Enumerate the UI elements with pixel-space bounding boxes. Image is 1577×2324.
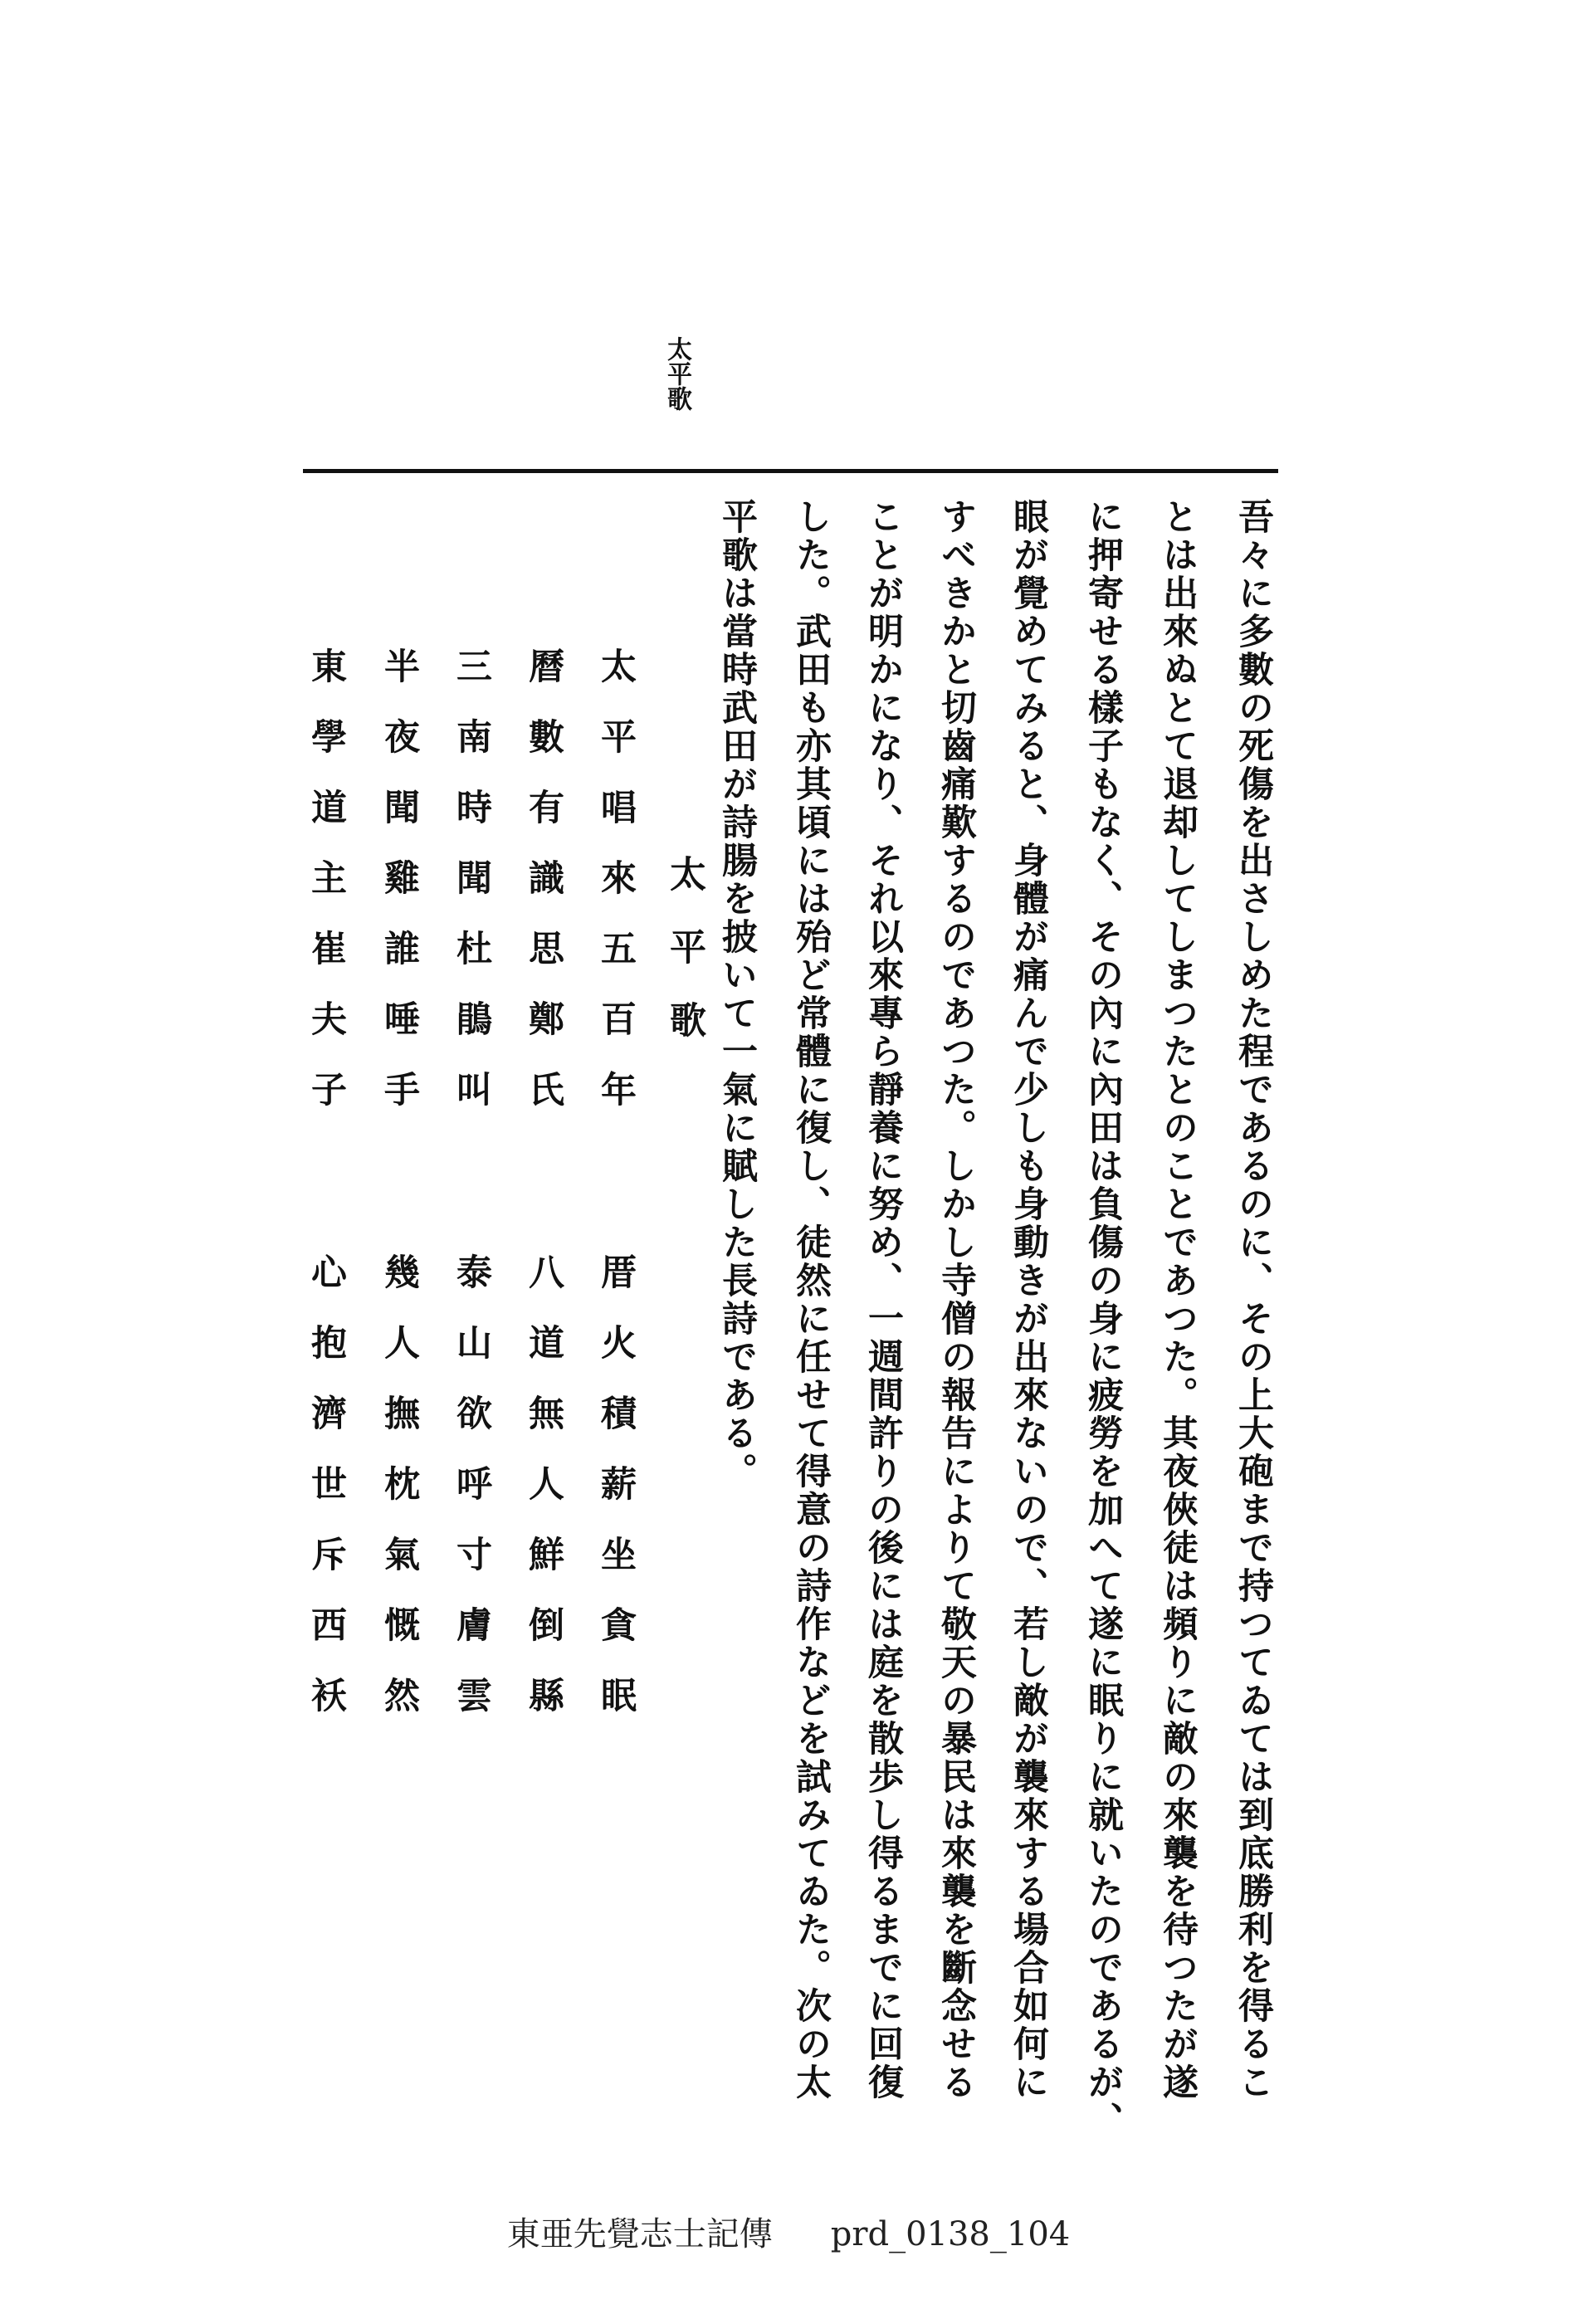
poem-line-upper: 曆數有識思鄭氏 <box>523 647 564 1141</box>
poem-title: 太平歌 <box>663 855 706 1074</box>
header-rule <box>303 469 1278 473</box>
page-footer <box>0 2208 1577 2255</box>
prose-column: ことが明かになり、それ以來專ら靜養に努め、一週間許りの後には庭を散歩し得るまでに回復 <box>862 498 904 2102</box>
poem-line-upper: 半夜聞雞誰唾手 <box>378 647 420 1141</box>
poem-line-lower: 厝火積薪坐貪眠 <box>595 1253 637 1747</box>
running-header: 太平歌 <box>662 336 691 411</box>
poem-line-lower: 八道無人鮮倒縣 <box>523 1253 564 1747</box>
prose-column: 吾々に多數の死傷を出さしめた程であるのに、その上大砲まで持つてゐては到底勝利を得るこ <box>1233 498 1274 2102</box>
poem-line-upper: 太平唱來五百年 <box>595 647 637 1141</box>
footer-book-title: 東亜先覺志士記傳 <box>506 2215 773 2253</box>
poem-line-lower: 幾人撫枕氣慨然 <box>378 1253 420 1747</box>
footer-page-id: prd_0138_104 <box>830 2215 1071 2253</box>
poem-line-upper: 三南時聞杜鵑叫 <box>451 647 492 1141</box>
poem-line-upper: 東學道主崔夫子 <box>305 647 347 1141</box>
poem-line-lower: 心抱濟世斥西袄 <box>305 1253 347 1747</box>
prose-column: とは出來ぬとて退却してしまつたとのことであつた。其夜俠徒は頻りに敵の來襲を待つたが遂 <box>1157 498 1199 2102</box>
prose-column: 眼が覺めてみると、身體が痛んで少しも身動きが出來ないので、若し敵が襲來する場合如何に <box>1008 498 1049 2102</box>
prose-column: 平歌は當時武田が詩腸を披いて一氣に賦した長詩である。 <box>716 498 758 1491</box>
prose-column: すべきかと切齒痛歎するのであつた。しかし寺僧の報告によりて敬天の暴民は來襲を斷念せる <box>935 498 977 2102</box>
prose-column: に押寄せる樣子もなく、その內に內田は負傷の身に疲勞を加へて遂に眠りに就いたのであるが、 <box>1082 498 1124 2140</box>
poem-line-lower: 泰山欲呼寸膚雲 <box>451 1253 492 1747</box>
prose-column: した。武田も亦其頃には殆ど常體に復し、徒然に任せて得意の詩作などを試みてゐた。次の太 <box>790 498 832 2102</box>
